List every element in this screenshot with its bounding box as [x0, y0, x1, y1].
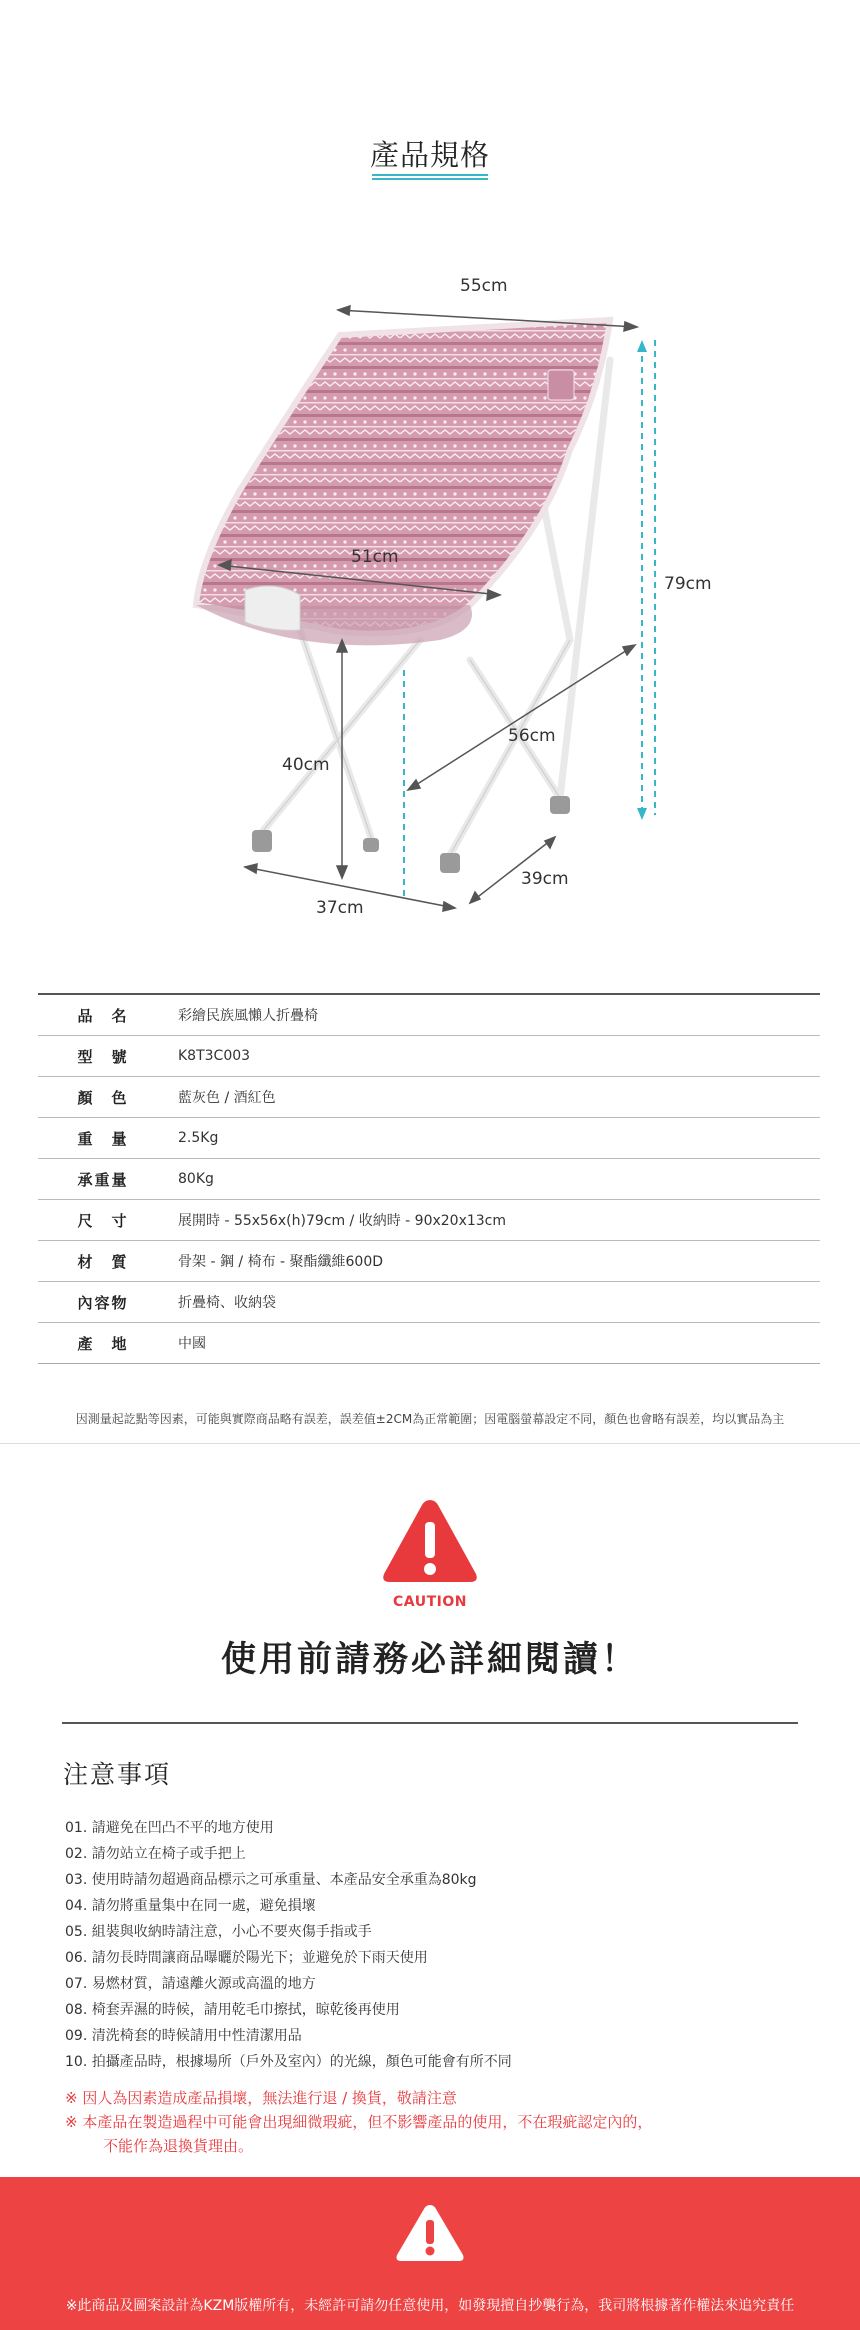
table-row: [38, 1118, 820, 1159]
warning-heading: 使用前請務必詳細閱讀！: [220, 1640, 639, 1680]
measurement-disclaimer: 因測量起訖點等因素，可能與實際商品略有誤差，誤差值±2CM為正常範圍；因電腦螢幕設定不同，顏色也會略有誤差，均以實品為主: [75, 1412, 785, 1426]
table-row: [38, 995, 820, 1036]
spec-label: 承重量: [77, 1170, 129, 1189]
table-row: [38, 1077, 820, 1118]
red-warnings: [65, 2086, 785, 2158]
table-row: [38, 1323, 820, 1364]
heading-divider: [62, 1722, 798, 1724]
list-item: 03. 使用時請勿超過商品標示之可承重量、本產品安全承重為80kg: [65, 1872, 477, 1888]
notes-title: 注意事項: [63, 1760, 172, 1789]
chair-dimension-diagram: [0, 260, 860, 940]
spec-table: [38, 993, 820, 1364]
spec-value: K8T3C003: [178, 1048, 251, 1064]
dimension-height: 79cm: [664, 574, 712, 594]
table-row: [38, 1282, 820, 1323]
spec-label: 材 質: [77, 1252, 129, 1271]
dimension-seat-width: 51cm: [351, 547, 399, 567]
copyright-footer: [0, 2177, 860, 2330]
spec-value: 彩繪民族風懶人折疊椅: [178, 1008, 318, 1024]
copyright-text: ※此商品及圖案設計為KZM版權所有，未經許可請勿任意使用，如發現擅自抄襲行為，我司將根據著作權法來追究責任: [65, 2298, 795, 2314]
caution-block: [380, 1496, 480, 1610]
warning-line: ※ 本產品在製造過程中可能會出現細微瑕疵，但不影響產品的使用，不在瑕疵認定內的，: [65, 2113, 653, 2131]
list-item: 01. 請避免在凹凸不平的地方使用: [65, 1820, 274, 1836]
spec-label: 內容物: [77, 1293, 129, 1312]
spec-value: 2.5Kg: [178, 1130, 219, 1146]
spec-value: 中國: [178, 1336, 206, 1352]
list-item: 09. 清洗椅套的時候請用中性清潔用品: [65, 2028, 302, 2044]
dimension-depth: 56cm: [508, 726, 556, 746]
warning-triangle-icon: [380, 1496, 480, 1588]
dimension-seat-height: 40cm: [282, 755, 330, 775]
caution-label: CAUTION: [393, 1594, 467, 1610]
list-item: 10. 拍攝產品時，根據場所（戶外及室內）的光線，顏色可能會有所不同: [65, 2054, 512, 2070]
spec-label: 品 名: [77, 1006, 129, 1025]
spec-label: 產 地: [77, 1334, 129, 1353]
dimension-top-width: 55cm: [460, 276, 508, 296]
list-item: 04. 請勿將重量集中在同一處，避免損壞: [65, 1898, 316, 1914]
chair-illustration: [0, 260, 860, 940]
spec-value: 藍灰色 / 酒紅色: [178, 1090, 276, 1106]
list-item: 07. 易燃材質，請遠離火源或高溫的地方: [65, 1976, 316, 1992]
spec-value: 折疊椅、收納袋: [178, 1295, 276, 1311]
spec-value: 80Kg: [178, 1171, 214, 1187]
title-underline-second: [372, 178, 488, 180]
warning-triangle-icon: [395, 2203, 465, 2263]
page-title: 產品規格: [369, 138, 490, 172]
spec-label: 顏 色: [77, 1088, 129, 1107]
section-divider: [0, 1443, 860, 1444]
list-item: 02. 請勿站立在椅子或手把上: [65, 1846, 246, 1862]
spec-value: 骨架 - 鋼 / 椅布 - 聚酯纖維600D: [178, 1254, 384, 1270]
spec-value: 展開時 - 55x56x(h)79cm / 收納時 - 90x20x13cm: [178, 1213, 507, 1229]
table-row: [38, 1159, 820, 1200]
list-item: 06. 請勿長時間讓商品曝曬於陽光下；並避免於下雨天使用: [65, 1950, 428, 1966]
list-item: 05. 組裝與收納時請注意，小心不要夾傷手指或手: [65, 1924, 372, 1940]
dimension-base-depth: 39cm: [521, 869, 569, 889]
warning-line: 不能作為退換貨理由。: [103, 2137, 254, 2155]
table-row: [38, 1200, 820, 1241]
list-item: 08. 椅套弄濕的時候，請用乾毛巾擦拭，晾乾後再使用: [65, 2002, 400, 2018]
table-row: [38, 1241, 820, 1282]
title-underline: [372, 174, 488, 176]
dimension-base-width: 37cm: [316, 898, 364, 918]
spec-label: 型 號: [77, 1047, 129, 1066]
table-row: [38, 1036, 820, 1077]
spec-label: 重 量: [77, 1129, 129, 1148]
warning-line: ※ 因人為因素造成產品損壞，無法進行退 / 換貨，敬請注意: [65, 2089, 457, 2107]
spec-label: 尺 寸: [77, 1211, 129, 1230]
notes-list: [65, 1815, 512, 2075]
